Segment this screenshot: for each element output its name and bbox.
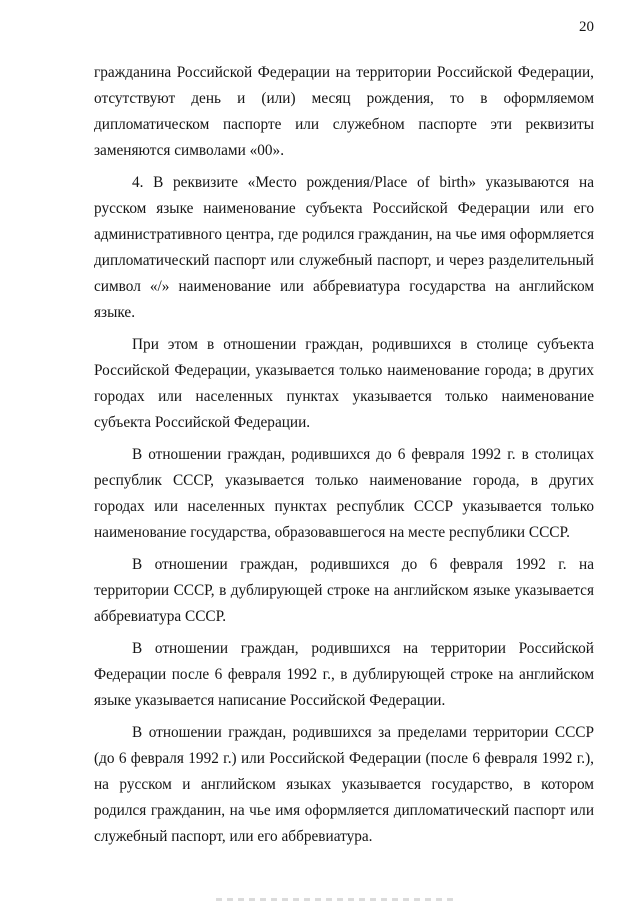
paragraph-4: В отношении граждан, родившихся до 6 февраля 1992 г. в столицах республик СССР, указывается только наименование города, в других городах или населенных пунктах республик СССР указывается только наименование государства, образовавшегося на месте республики СССР.	[94, 446, 594, 541]
page-number: 20	[579, 19, 594, 35]
paragraph-5: В отношении граждан, родившихся до 6 февраля 1992 г. на территории СССР, в дублирующей строке на английском языке указывается аббревиатура СССР.	[94, 556, 594, 625]
paragraph-3: При этом в отношении граждан, родившихся в столице субъекта Российской Федерации, указывается только наименование города; в других городах или населенных пунктах указывается только наименование субъекта Российской Федерации.	[94, 336, 594, 431]
scan-artifact-line	[216, 898, 456, 901]
paragraph-2: 4. В реквизите «Место рождения/Place of birth» указываются на русском языке наименование субъекта Российской Федерации или его административного центра, где родился гражданин, на чье имя оформляется дипломатический паспорт или служебный паспорт, и через разделительный символ «/» наименование или аббревиатура государства на английском языке.	[94, 174, 594, 321]
paragraph-7: В отношении граждан, родившихся за пределами территории СССР (до 6 февраля 1992 г.) или Российской Федерации (после 6 февраля 1992 г.), на русском и английском языках указывается государство, в котором родился гражданин, на чье имя оформляется дипломатический паспорт или служебный паспорт, или его аббревиатура.	[94, 724, 594, 845]
paragraph-1: гражданина Российской Федерации на территории Российской Федерации, отсутствуют день и (или) месяц рождения, то в оформляемом дипломатическом паспорте или служебном паспорте эти реквизиты заменяются символами «00».	[94, 64, 594, 159]
paragraph-6: В отношении граждан, родившихся на территории Российской Федерации после 6 февраля 1992 г., в дублирующей строке на английском языке указывается написание Российской Федерации.	[94, 640, 594, 709]
document-body	[94, 60, 594, 850]
